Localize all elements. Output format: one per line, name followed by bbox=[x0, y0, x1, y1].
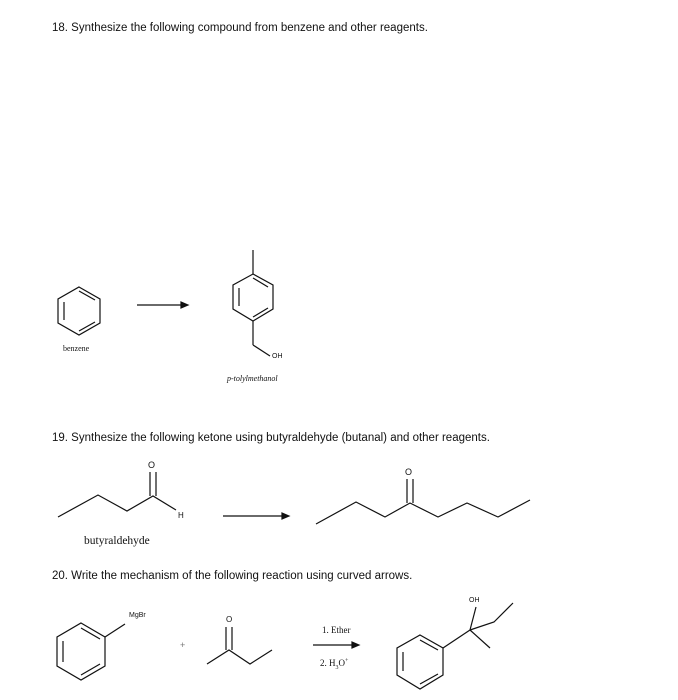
alcohol-hydroxyl-label: OH bbox=[469, 597, 480, 604]
ketone-reactant-structure bbox=[207, 627, 272, 664]
question-20-text: 20. Write the mechanism of the following reaction using curved arrows. bbox=[52, 570, 413, 582]
reaction-arrow-20 bbox=[313, 642, 359, 648]
p-tolylmethanol-label: p-tolylmethanol bbox=[227, 374, 278, 383]
hydroxyl-label: OH bbox=[272, 353, 283, 360]
benzene-label: benzene bbox=[63, 344, 90, 353]
reagent-step-2: 2. $H_3O^+$ bbox=[320, 658, 349, 671]
alcohol-product-structure bbox=[397, 603, 513, 689]
ketone-oxygen-label-20: O bbox=[226, 615, 233, 624]
reagent-step-1: 1. Ether bbox=[322, 625, 351, 635]
reaction-arrow-18 bbox=[137, 302, 188, 308]
aldehyde-oxygen-label: O bbox=[148, 460, 156, 470]
butyraldehyde-label: butyraldehyde bbox=[84, 535, 150, 547]
reaction-arrow-19 bbox=[223, 513, 289, 519]
ketone-oxygen-label: O bbox=[405, 467, 413, 477]
phenylmagnesium-bromide-structure bbox=[57, 623, 125, 680]
question-19-text: 19. Synthesize the following ketone using butyraldehyde (butanal) and other reagents. bbox=[52, 432, 490, 444]
benzene-structure bbox=[58, 287, 100, 335]
question-18-text: 18. Synthesize the following compound from benzene and other reagents. bbox=[52, 22, 428, 34]
ketone-product-structure bbox=[316, 479, 530, 524]
butyraldehyde-structure bbox=[58, 472, 176, 517]
p-tolylmethanol-structure bbox=[233, 250, 273, 356]
aldehyde-hydrogen-label: H bbox=[178, 511, 184, 520]
mgbr-label: MgBr bbox=[129, 612, 146, 619]
plus-sign: + bbox=[180, 640, 186, 650]
